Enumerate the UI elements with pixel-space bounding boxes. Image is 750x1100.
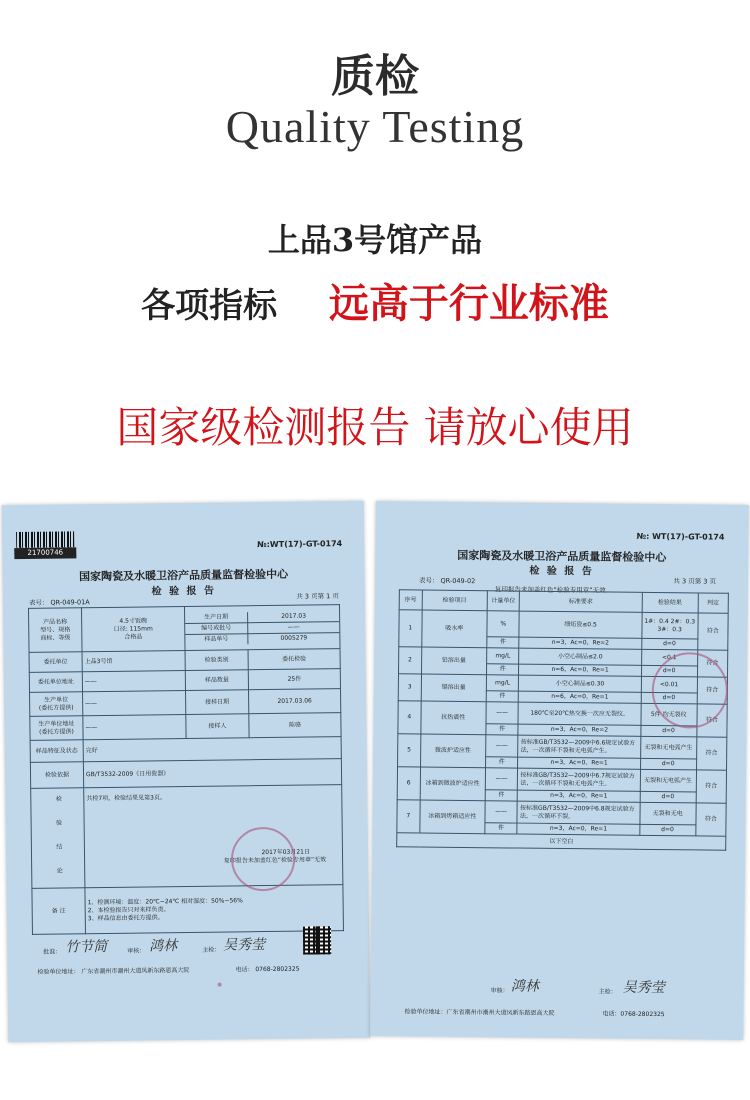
label-receiver: 接样人 [186, 714, 249, 739]
page-indicator: 共 3 页第 1 页 [296, 592, 339, 601]
editor-signature: 吴秀莹 [622, 979, 665, 997]
report-number: №: WT(17)-GT-0174 [636, 531, 725, 542]
label-client-address: 委托单位地址 [29, 672, 82, 693]
label-sample-date: 接样日期 [186, 690, 249, 715]
national-report-banner: 国家级检测报告 请放心使用 [116, 403, 634, 452]
review-label: 审核： [127, 947, 146, 955]
issue-date: 2017年03月21日 [261, 848, 311, 857]
editor-signature: 吴秀莹 [223, 937, 266, 954]
inspection-report-page-1 [2, 501, 371, 1042]
copy-note: 复印报告未加盖红色“检验专用章”无效 [223, 856, 327, 865]
table-row: 6 冰箱到微波炉适应性 —— 按标准GB/T3532—2009中6.7规定试验方法，一次循环不裂和无电弧产生。 无裂和无电弧产生 符合 [397, 767, 726, 792]
barcode [16, 531, 74, 548]
phone-line: 电话：0768-2802325 [602, 1010, 665, 1019]
form-number: 表号： QR-049-01A [28, 598, 90, 607]
report-number: №:WT(17)-GT-0174 [257, 539, 343, 550]
report-title: 检 验 报 告 [529, 565, 594, 578]
table-row: 4 抗热震性 —— 180℃至20℃热交换一次应无裂纹。 5件 均无裂纹 符合 [398, 701, 727, 726]
report-title: 检 验 报 告 [151, 585, 217, 598]
label-producer: 生产单位 (委托方提供) [30, 692, 83, 717]
inspection-report-page-3 [370, 501, 749, 1040]
label-client: 委托单位 [29, 652, 82, 673]
editor-label: 主检： [202, 946, 221, 954]
label-sample-state: 样品特征及状态 [30, 740, 83, 763]
value-producer: —— [83, 690, 186, 715]
inspection-stamp [651, 652, 728, 729]
editor-label: 主检： [598, 988, 617, 996]
page-indicator: 共 3 页第 3 页 [673, 577, 717, 586]
table-row: 7 冰箱到烤箱适应性 —— 按标准GB/T3532—2009中6.8规定试验方法，一次循环不裂。 无裂和无电 符合 [397, 800, 726, 825]
phone-line: 电话： 0768-2802325 [235, 965, 300, 974]
table-row: 件 n=6，Ac=0，Re=1 d=0 [399, 663, 728, 677]
value-producer-address: —— [83, 714, 186, 739]
value-remarks: 1、检测环境：温度：20℃~24℃ 相对湿度：50%~56% 2、本检验报告只对来样负责。 3、样品信息由委托方提供。 [85, 885, 344, 934]
value-client-address: —— [82, 671, 185, 692]
address-line: 检验单位地址：广东省潮州市潮州大道凤新东路恩高大院 [404, 1008, 555, 1017]
label-conclusion: 检 验 结 论 [31, 788, 85, 889]
copy-note: 复印报告未加盖红色“检验专用章”无效 [494, 585, 606, 595]
barcode-number: 21700746 [14, 547, 76, 559]
label-sample-qty: 样品数量 [185, 670, 248, 691]
label-basis: 检验依据 [30, 762, 83, 789]
approve-label: 批准： [43, 948, 62, 956]
review-signature: 鸿林 [149, 938, 178, 955]
label-product: 产品名称 型号、规格 商标、等级 [28, 608, 82, 653]
value-inspection-type: 委托检验 [248, 649, 340, 670]
page-title-en: Quality Testing [225, 101, 525, 152]
review-label: 审核： [490, 987, 509, 995]
blank-row: 以下空白 [397, 833, 726, 850]
page-title-cn: 质检 [331, 51, 419, 102]
subtitle-standards [0, 272, 750, 329]
table-row: 5 微波炉适应性 —— 按标准GB/T3532—2009中6.6规定试验方法，一次循环不裂和无电弧产生。 无裂和无电弧产生 符合 [398, 734, 727, 759]
table-row: 件 n=6，Ac=0，Re=1 d=0 [398, 690, 727, 704]
label-producer-address: 生产单位地址 (委托方提供) [30, 716, 83, 741]
address-line: 检验单位地址： 广东省潮州市潮州大道凤新东路恩高大院 [37, 966, 190, 976]
review-signature: 鸿林 [510, 978, 539, 995]
value-sample-date: 2017.03.06 [249, 689, 341, 714]
value-sample-state: 完好 [83, 737, 341, 762]
report-info-table [28, 604, 344, 935]
table-row: 1 吸水率 % 细炻瓷≤0.5 1#：0.4 2#：0.3 3#：0.3 符合 [399, 610, 728, 639]
value-client: 上品3号馆 [82, 651, 185, 672]
value-sample-qty: 25件 [248, 669, 340, 690]
form-number: 表号： QR-049-02 [418, 576, 476, 586]
center-name: 国家陶瓷及水暖卫浴产品质量监督检验中心 [457, 548, 667, 565]
qr-code [303, 926, 331, 954]
label-remarks: 备 注 [32, 888, 86, 935]
value-product: 4.5寸饭碗 口径: 115mm 合格品 [81, 607, 185, 652]
value-conclusion: 共检7项，检验结果见第3页。 2017年03月21日 复印报告未加盖红色“检验专用章”无效 [84, 785, 343, 888]
value-receiver: 陈骆 [249, 713, 341, 738]
table-row: 件 n=3，Ac=0，Re=1 d=0 [397, 822, 726, 836]
table-row: 件 n=3，Ac=0，Re=2 d=0 [399, 636, 728, 650]
subtitle-indicators: 各项指标 [141, 286, 278, 326]
value-basis: GB/T3532-2009《日用瓷器》 [83, 759, 341, 788]
approve-signature: 竹节简 [65, 938, 108, 956]
table-row: 件 n=3，Ac=0，Re=1 d=0 [397, 789, 726, 803]
center-name: 国家陶瓷及水暖卫浴产品质量监督检验中心 [79, 567, 289, 584]
table-row: 件 n=3，Ac=0，Re=2 d=0 [398, 723, 727, 737]
table-row: 2 铅溶出量 mg/L 小空心制品≤2.0 <0.1 符合 [399, 647, 728, 666]
results-header-row: 序号 检验项目 计量单位 标准要求 检验结果 判定 [399, 590, 728, 613]
table-row: 3 镉溶出量 mg/L 小空心制品≤0.30 <0.01 符合 [398, 674, 727, 693]
subtitle-above-industry: 远高于行业标准 [328, 280, 609, 327]
stamp-placeholder [218, 983, 222, 987]
product-meta: 生产日期 2017.03 编号或批号 —— 样品单号 0005279 [184, 605, 340, 651]
label-inspection-type: 检验类别 [185, 650, 248, 671]
table-row: 件 n=3，Ac=0，Re=1 d=0 [398, 756, 727, 770]
subtitle-product-line: 上品3号馆产品 [267, 221, 483, 259]
